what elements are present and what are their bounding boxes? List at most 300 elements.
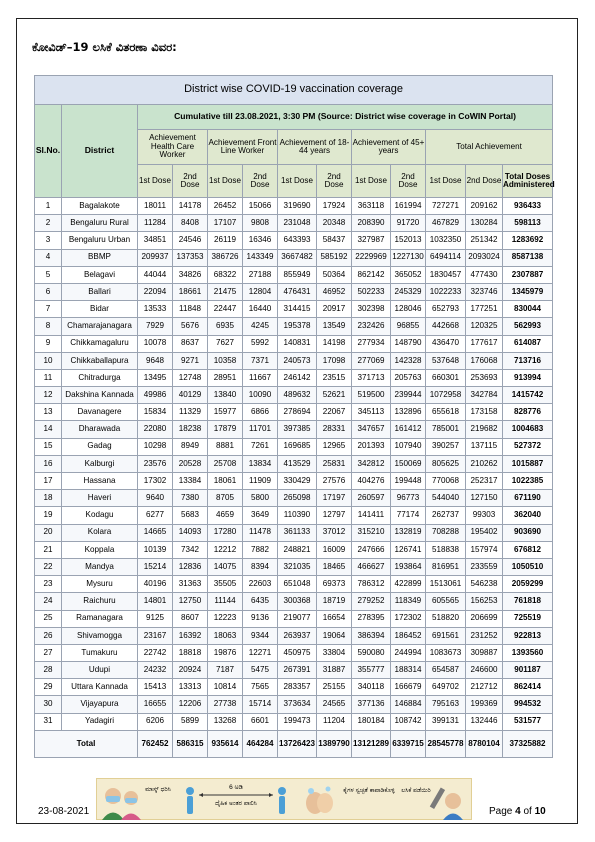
cell-total-doses: 614087 bbox=[503, 335, 553, 352]
cell-value: 386726 bbox=[208, 249, 243, 266]
cell-district: Kodagu bbox=[62, 507, 138, 524]
cell-value: 177617 bbox=[466, 335, 503, 352]
cell-value: 279252 bbox=[352, 593, 391, 610]
cell-total-doses: 1004683 bbox=[503, 421, 553, 438]
cell-value: 2229969 bbox=[352, 249, 391, 266]
cell-value: 7371 bbox=[243, 352, 278, 369]
cell-value: 49986 bbox=[138, 387, 173, 404]
cell-value: 96855 bbox=[391, 318, 426, 335]
cell-value: 11284 bbox=[138, 215, 173, 232]
cell-slno: 24 bbox=[35, 593, 62, 610]
cell-value: 340118 bbox=[352, 679, 391, 696]
group-header-18-44: Achievement of 18-44 years bbox=[278, 130, 352, 165]
page-current: 4 bbox=[515, 806, 521, 817]
cell-value: 5475 bbox=[243, 662, 278, 679]
cell-total-doses: 671190 bbox=[503, 490, 553, 507]
footer-date: 23-08-2021 bbox=[38, 806, 90, 817]
cell-value: 33804 bbox=[317, 644, 352, 661]
col-header-dose-1: 1st Dose bbox=[138, 165, 173, 198]
page-of: of bbox=[523, 806, 532, 817]
cell-value: 219682 bbox=[466, 421, 503, 438]
cell-total-doses: 562993 bbox=[503, 318, 553, 335]
cell-value: 4659 bbox=[208, 507, 243, 524]
cell-value: 691561 bbox=[426, 627, 466, 644]
cell-value: 660301 bbox=[426, 369, 466, 386]
table-title: District wise COVID-19 vaccination coverage bbox=[35, 76, 553, 105]
cell-value: 247666 bbox=[352, 541, 391, 558]
cell-value: 7627 bbox=[208, 335, 243, 352]
cell-value: 25155 bbox=[317, 679, 352, 696]
cell-value: 12223 bbox=[208, 610, 243, 627]
cell-total-doses: 1283692 bbox=[503, 232, 553, 249]
cell-value: 14093 bbox=[173, 524, 208, 541]
cell-value: 9648 bbox=[138, 352, 173, 369]
cell-value: 365052 bbox=[391, 266, 426, 283]
cell-total-doses: 936433 bbox=[503, 198, 553, 215]
table-row bbox=[35, 696, 553, 713]
cell-value: 11701 bbox=[243, 421, 278, 438]
col-header-dose-2: 2nd Dose bbox=[466, 165, 503, 198]
cell-value: 6277 bbox=[138, 507, 173, 524]
cell-district: Vijayapura bbox=[62, 696, 138, 713]
cell-value: 330429 bbox=[278, 473, 317, 490]
cell-value: 25831 bbox=[317, 455, 352, 472]
page-heading: ಕೋವಿಡ್–19 ಲಸಿಕೆ ವಿತರಣಾ ವಿವರ: bbox=[32, 40, 177, 54]
cell-slno: 11 bbox=[35, 369, 62, 386]
cell-slno: 25 bbox=[35, 610, 62, 627]
cell-value: 156253 bbox=[466, 593, 503, 610]
cell-value: 267391 bbox=[278, 662, 317, 679]
cell-value: 397385 bbox=[278, 421, 317, 438]
cell-value: 18719 bbox=[317, 593, 352, 610]
cell-district: Gadag bbox=[62, 438, 138, 455]
table-row bbox=[35, 318, 553, 335]
table-row bbox=[35, 644, 553, 661]
cell-slno: 14 bbox=[35, 421, 62, 438]
cell-value: 15066 bbox=[243, 198, 278, 215]
cell-value: 34851 bbox=[138, 232, 173, 249]
cell-value: 77174 bbox=[391, 507, 426, 524]
cell-value: 342784 bbox=[466, 387, 503, 404]
cell-value: 50364 bbox=[317, 266, 352, 283]
cell-value: 252317 bbox=[466, 473, 503, 490]
total-value: 586315 bbox=[173, 730, 208, 757]
cell-value: 546238 bbox=[466, 576, 503, 593]
cell-value: 176068 bbox=[466, 352, 503, 369]
cumulative-note: Cumulative till 23.08.2021, 3:30 PM (Source: District wise coverage in CoWIN Portal) bbox=[138, 105, 553, 130]
cell-value: 786312 bbox=[352, 576, 391, 593]
cell-value: 319690 bbox=[278, 198, 317, 215]
cell-value: 323746 bbox=[466, 283, 503, 300]
cell-value: 16009 bbox=[317, 541, 352, 558]
cell-value: 31887 bbox=[317, 662, 352, 679]
cell-value: 14198 bbox=[317, 335, 352, 352]
person-icon bbox=[186, 787, 194, 795]
cell-slno: 17 bbox=[35, 473, 62, 490]
cell-slno: 3 bbox=[35, 232, 62, 249]
cell-value: 7565 bbox=[243, 679, 278, 696]
cell-value: 590080 bbox=[352, 644, 391, 661]
cell-value: 12836 bbox=[173, 558, 208, 575]
cell-value: 96773 bbox=[391, 490, 426, 507]
col-header-dose-2: 2nd Dose bbox=[243, 165, 278, 198]
cell-value: 283357 bbox=[278, 679, 317, 696]
cell-value: 371713 bbox=[352, 369, 391, 386]
cell-value: 7929 bbox=[138, 318, 173, 335]
cell-value: 205763 bbox=[391, 369, 426, 386]
cell-value: 248821 bbox=[278, 541, 317, 558]
cell-value: 1072958 bbox=[426, 387, 466, 404]
group-header-health-care: Achievement Health Care Worker bbox=[138, 130, 208, 165]
cell-value: 355777 bbox=[352, 662, 391, 679]
total-value: 28545778 bbox=[426, 730, 466, 757]
total-value: 1389790 bbox=[317, 730, 352, 757]
table-row bbox=[35, 249, 553, 266]
cell-value: 8705 bbox=[208, 490, 243, 507]
cell-total-doses: 725519 bbox=[503, 610, 553, 627]
cell-slno: 28 bbox=[35, 662, 62, 679]
cell-slno: 22 bbox=[35, 558, 62, 575]
cell-value: 436470 bbox=[426, 335, 466, 352]
cell-total-doses: 761818 bbox=[503, 593, 553, 610]
cell-value: 143349 bbox=[243, 249, 278, 266]
col-header-dose-1: 1st Dose bbox=[352, 165, 391, 198]
cell-value: 16655 bbox=[138, 696, 173, 713]
cell-value: 467829 bbox=[426, 215, 466, 232]
cell-slno: 18 bbox=[35, 490, 62, 507]
cell-value: 148790 bbox=[391, 335, 426, 352]
table-row bbox=[35, 335, 553, 352]
cell-total-doses: 1415742 bbox=[503, 387, 553, 404]
cell-value: 10814 bbox=[208, 679, 243, 696]
group-header-front-line: Achievement Front Line Worker bbox=[208, 130, 278, 165]
cell-value: 12271 bbox=[243, 644, 278, 661]
cell-value: 180184 bbox=[352, 713, 391, 730]
cell-value: 17302 bbox=[138, 473, 173, 490]
table-row bbox=[35, 627, 553, 644]
cell-value: 12750 bbox=[173, 593, 208, 610]
cell-value: 107940 bbox=[391, 438, 426, 455]
cell-value: 140831 bbox=[278, 335, 317, 352]
cell-value: 347657 bbox=[352, 421, 391, 438]
cell-value: 18011 bbox=[138, 198, 173, 215]
cell-value: 99303 bbox=[466, 507, 503, 524]
cell-value: 8881 bbox=[208, 438, 243, 455]
cell-value: 208390 bbox=[352, 215, 391, 232]
cell-total-doses: 922813 bbox=[503, 627, 553, 644]
cell-value: 132896 bbox=[391, 404, 426, 421]
cell-value: 15977 bbox=[208, 404, 243, 421]
table-row bbox=[35, 473, 553, 490]
cell-value: 17197 bbox=[317, 490, 352, 507]
cell-value: 265098 bbox=[278, 490, 317, 507]
safety-banner bbox=[96, 778, 472, 820]
cell-value: 52621 bbox=[317, 387, 352, 404]
cell-value: 390257 bbox=[426, 438, 466, 455]
table-row bbox=[35, 438, 553, 455]
cell-value: 15714 bbox=[243, 696, 278, 713]
cell-value: 605565 bbox=[426, 593, 466, 610]
cell-value: 150069 bbox=[391, 455, 426, 472]
cell-district: Kolara bbox=[62, 524, 138, 541]
cell-slno: 20 bbox=[35, 524, 62, 541]
cell-value: 302398 bbox=[352, 301, 391, 318]
banner-text-distancing: ದೈಹಿಕ ಅಂತರ ಪಾಲಿಸಿ bbox=[215, 800, 257, 807]
table-row bbox=[35, 215, 553, 232]
cell-value: 8637 bbox=[173, 335, 208, 352]
table-row bbox=[35, 301, 553, 318]
cell-total-doses: 862414 bbox=[503, 679, 553, 696]
cell-value: 12206 bbox=[173, 696, 208, 713]
cell-value: 40196 bbox=[138, 576, 173, 593]
cell-value: 260597 bbox=[352, 490, 391, 507]
cell-value: 327987 bbox=[352, 232, 391, 249]
cell-value: 195402 bbox=[466, 524, 503, 541]
table-row bbox=[35, 455, 553, 472]
cell-value: 518820 bbox=[426, 610, 466, 627]
cell-value: 69373 bbox=[317, 576, 352, 593]
cell-value: 209162 bbox=[466, 198, 503, 215]
cell-value: 1227130 bbox=[391, 249, 426, 266]
total-row bbox=[35, 730, 553, 757]
cell-value: 7187 bbox=[208, 662, 243, 679]
cell-value: 278395 bbox=[352, 610, 391, 627]
cell-value: 363118 bbox=[352, 198, 391, 215]
cell-value: 15834 bbox=[138, 404, 173, 421]
cell-total-doses: 830044 bbox=[503, 301, 553, 318]
cell-value: 862142 bbox=[352, 266, 391, 283]
cell-value: 8949 bbox=[173, 438, 208, 455]
cell-value: 118349 bbox=[391, 593, 426, 610]
cell-value: 5683 bbox=[173, 507, 208, 524]
cell-value: 173158 bbox=[466, 404, 503, 421]
cell-value: 199473 bbox=[278, 713, 317, 730]
cell-value: 7882 bbox=[243, 541, 278, 558]
cell-value: 206699 bbox=[466, 610, 503, 627]
cell-value: 195378 bbox=[278, 318, 317, 335]
cell-slno: 4 bbox=[35, 249, 62, 266]
cell-value: 9136 bbox=[243, 610, 278, 627]
cell-value: 785001 bbox=[426, 421, 466, 438]
cell-value: 10358 bbox=[208, 352, 243, 369]
group-header-45-plus: Achievement of 45+ years bbox=[352, 130, 426, 165]
cell-total-doses: 1393560 bbox=[503, 644, 553, 661]
cell-value: 37012 bbox=[317, 524, 352, 541]
cell-district: Kalburgi bbox=[62, 455, 138, 472]
cell-value: 246142 bbox=[278, 369, 317, 386]
cell-district: BBMP bbox=[62, 249, 138, 266]
cell-total-doses: 2307887 bbox=[503, 266, 553, 283]
cell-total-doses: 8587138 bbox=[503, 249, 553, 266]
cell-slno: 8 bbox=[35, 318, 62, 335]
cell-value: 5992 bbox=[243, 335, 278, 352]
cell-value: 166679 bbox=[391, 679, 426, 696]
cell-value: 18063 bbox=[208, 627, 243, 644]
cell-value: 11478 bbox=[243, 524, 278, 541]
cell-value: 18818 bbox=[173, 644, 208, 661]
cell-value: 13834 bbox=[243, 455, 278, 472]
cell-value: 17107 bbox=[208, 215, 243, 232]
cell-value: 130284 bbox=[466, 215, 503, 232]
cell-district: Chikkamagaluru bbox=[62, 335, 138, 352]
cell-slno: 16 bbox=[35, 455, 62, 472]
banner-text-distance: 6 ಅಡಿ bbox=[229, 784, 243, 791]
col-header-dose-1: 1st Dose bbox=[426, 165, 466, 198]
cell-district: Ballari bbox=[62, 283, 138, 300]
cell-value: 14178 bbox=[173, 198, 208, 215]
cell-value: 6494114 bbox=[426, 249, 466, 266]
cell-value: 12212 bbox=[208, 541, 243, 558]
cell-value: 2093024 bbox=[466, 249, 503, 266]
footer-page-number bbox=[489, 806, 546, 817]
cell-value: 16346 bbox=[243, 232, 278, 249]
cell-value: 27738 bbox=[208, 696, 243, 713]
cell-value: 17924 bbox=[317, 198, 352, 215]
cell-value: 152013 bbox=[391, 232, 426, 249]
table-row bbox=[35, 610, 553, 627]
total-value: 37325882 bbox=[503, 730, 553, 757]
cell-value: 770068 bbox=[426, 473, 466, 490]
cell-value: 22080 bbox=[138, 421, 173, 438]
cell-value: 108742 bbox=[391, 713, 426, 730]
cell-value: 544040 bbox=[426, 490, 466, 507]
cell-value: 13840 bbox=[208, 387, 243, 404]
cell-value: 22447 bbox=[208, 301, 243, 318]
cell-value: 18238 bbox=[173, 421, 208, 438]
cell-value: 11848 bbox=[173, 301, 208, 318]
cell-value: 476431 bbox=[278, 283, 317, 300]
table-row bbox=[35, 507, 553, 524]
cell-value: 157974 bbox=[466, 541, 503, 558]
cell-value: 6935 bbox=[208, 318, 243, 335]
cell-value: 6435 bbox=[243, 593, 278, 610]
cell-value: 201393 bbox=[352, 438, 391, 455]
cell-value: 9344 bbox=[243, 627, 278, 644]
cell-value: 450975 bbox=[278, 644, 317, 661]
banner-text-vaccine: ಲಸಿಕೆ ಪಡೆಯಿರಿ bbox=[401, 787, 431, 794]
cell-slno: 12 bbox=[35, 387, 62, 404]
cell-value: 5676 bbox=[173, 318, 208, 335]
cell-value: 219077 bbox=[278, 610, 317, 627]
total-value: 13121289 bbox=[352, 730, 391, 757]
cell-value: 373634 bbox=[278, 696, 317, 713]
cell-value: 309887 bbox=[466, 644, 503, 661]
cell-value: 137353 bbox=[173, 249, 208, 266]
cell-value: 466627 bbox=[352, 558, 391, 575]
cell-value: 34826 bbox=[173, 266, 208, 283]
cell-value: 652793 bbox=[426, 301, 466, 318]
col-header-total-doses: Total Doses Administered bbox=[503, 165, 553, 198]
cell-value: 10078 bbox=[138, 335, 173, 352]
person-icon bbox=[278, 787, 286, 795]
cell-district: Bengaluru Rural bbox=[62, 215, 138, 232]
cell-total-doses: 598113 bbox=[503, 215, 553, 232]
cell-slno: 1 bbox=[35, 198, 62, 215]
cell-value: 10139 bbox=[138, 541, 173, 558]
cell-value: 11667 bbox=[243, 369, 278, 386]
cell-value: 654587 bbox=[426, 662, 466, 679]
cell-value: 8607 bbox=[173, 610, 208, 627]
cell-total-doses: 362040 bbox=[503, 507, 553, 524]
cell-value: 442668 bbox=[426, 318, 466, 335]
cell-total-doses: 713716 bbox=[503, 352, 553, 369]
col-header-dose-2: 2nd Dose bbox=[317, 165, 352, 198]
cell-value: 13384 bbox=[173, 473, 208, 490]
cell-value: 1022233 bbox=[426, 283, 466, 300]
person-icon bbox=[445, 793, 461, 809]
cell-slno: 31 bbox=[35, 713, 62, 730]
cell-value: 22094 bbox=[138, 283, 173, 300]
cell-district: Bidar bbox=[62, 301, 138, 318]
cell-value: 5899 bbox=[173, 713, 208, 730]
cell-value: 186452 bbox=[391, 627, 426, 644]
cell-value: 253693 bbox=[466, 369, 503, 386]
cell-district: Ramanagara bbox=[62, 610, 138, 627]
cell-value: 655618 bbox=[426, 404, 466, 421]
cell-total-doses: 1050510 bbox=[503, 558, 553, 575]
cell-total-doses: 527372 bbox=[503, 438, 553, 455]
cell-value: 3649 bbox=[243, 507, 278, 524]
cell-slno: 30 bbox=[35, 696, 62, 713]
cell-slno: 27 bbox=[35, 644, 62, 661]
cell-value: 188314 bbox=[391, 662, 426, 679]
col-header-slno: Sl.No. bbox=[35, 105, 62, 198]
cell-slno: 19 bbox=[35, 507, 62, 524]
cell-value: 17280 bbox=[208, 524, 243, 541]
cell-value: 6601 bbox=[243, 713, 278, 730]
cell-value: 199369 bbox=[466, 696, 503, 713]
table-row bbox=[35, 352, 553, 369]
cell-value: 17879 bbox=[208, 421, 243, 438]
cell-slno: 6 bbox=[35, 283, 62, 300]
col-header-dose-1: 1st Dose bbox=[208, 165, 243, 198]
cell-value: 14801 bbox=[138, 593, 173, 610]
cell-value: 28331 bbox=[317, 421, 352, 438]
cell-value: 141411 bbox=[352, 507, 391, 524]
cell-total-doses: 676812 bbox=[503, 541, 553, 558]
cell-value: 537648 bbox=[426, 352, 466, 369]
total-value: 762452 bbox=[138, 730, 173, 757]
cell-value: 361133 bbox=[278, 524, 317, 541]
cell-value: 643393 bbox=[278, 232, 317, 249]
vaccination-table-container bbox=[34, 75, 555, 758]
cell-value: 209937 bbox=[138, 249, 173, 266]
cell-district: Uttara Kannada bbox=[62, 679, 138, 696]
cell-value: 8408 bbox=[173, 215, 208, 232]
cell-value: 7261 bbox=[243, 438, 278, 455]
cell-total-doses: 1345979 bbox=[503, 283, 553, 300]
cell-slno: 23 bbox=[35, 576, 62, 593]
cell-value: 3667482 bbox=[278, 249, 317, 266]
cell-value: 13549 bbox=[317, 318, 352, 335]
cell-total-doses: 913994 bbox=[503, 369, 553, 386]
cell-value: 422899 bbox=[391, 576, 426, 593]
cell-value: 18061 bbox=[208, 473, 243, 490]
cell-value: 315210 bbox=[352, 524, 391, 541]
cell-value: 177251 bbox=[466, 301, 503, 318]
cell-district: Bengaluru Urban bbox=[62, 232, 138, 249]
cell-value: 16654 bbox=[317, 610, 352, 627]
table-row bbox=[35, 232, 553, 249]
cell-value: 17098 bbox=[317, 352, 352, 369]
cell-total-doses: 1022385 bbox=[503, 473, 553, 490]
cell-value: 26452 bbox=[208, 198, 243, 215]
cell-district: Chikkaballapura bbox=[62, 352, 138, 369]
cell-district: Belagavi bbox=[62, 266, 138, 283]
cell-district: Dakshina Kannada bbox=[62, 387, 138, 404]
cell-value: 27188 bbox=[243, 266, 278, 283]
cell-value: 44044 bbox=[138, 266, 173, 283]
